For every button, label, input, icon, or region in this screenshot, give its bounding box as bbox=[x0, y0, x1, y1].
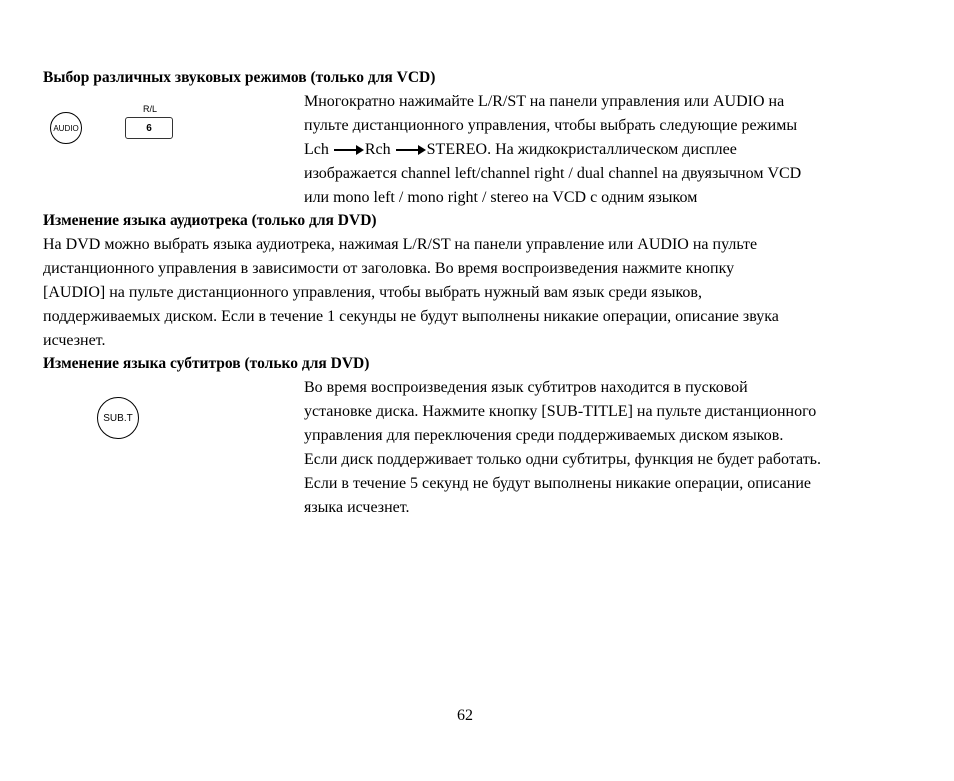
arrow-right-icon bbox=[334, 144, 364, 156]
audio-button-icon bbox=[50, 112, 82, 144]
mode-rch: Rch bbox=[364, 141, 391, 158]
audio-button-label: AUDIO bbox=[53, 123, 79, 133]
paragraph-line: управления для переключения среди поддерживаемых диском языков. bbox=[304, 427, 784, 444]
paragraph-line: На DVD можно выбрать языка аудиотрека, нажимая L/R/ST на панели управление или AUDIO на пульте bbox=[43, 236, 758, 253]
paragraph-line: Многократно нажимайте L/R/ST на панели управления или AUDIO на bbox=[304, 93, 785, 110]
audio-mode-paragraph bbox=[304, 90, 801, 210]
paragraph-line: пульте дистанционного управления, чтобы выбрать следующие режимы bbox=[304, 117, 798, 134]
rl-key-label: R/L bbox=[142, 104, 157, 114]
subtitle-button-icon bbox=[97, 397, 139, 439]
paragraph-line: Если в течение 5 секунд не будут выполнены никакие операции, описание bbox=[304, 475, 812, 492]
mode-stereo-text: STEREO. На жидкокристаллическом дисплее bbox=[426, 141, 737, 158]
paragraph-line: [AUDIO] на пульте дистанционного управления, чтобы выбрать нужный вам язык среди языков, bbox=[43, 284, 702, 301]
section-heading-audio-mode: Выбор различных звуковых режимов (только для VCD) bbox=[43, 69, 436, 86]
subtitles-paragraph bbox=[304, 376, 821, 520]
arrow-right-icon bbox=[396, 144, 426, 156]
paragraph-line: исчезнет. bbox=[43, 332, 106, 349]
section-heading-subtitles: Изменение языка субтитров (только для DVD) bbox=[43, 355, 370, 372]
paragraph-line: изображается channel left/channel right / dual channel на двуязычном VCD bbox=[304, 165, 802, 182]
rl-key-number: 6 bbox=[146, 122, 152, 134]
paragraph-line: Если диск поддерживает только одни субтитры, функция не будет работать. bbox=[304, 451, 821, 468]
paragraph-line: поддерживаемых диском. Если в течение 1 секунды не будут выполнены никакие операции, описание звука bbox=[43, 308, 779, 325]
mode-sequence-line bbox=[304, 138, 801, 162]
paragraph-line: или mono left / mono right / stereo на VCD с одним языком bbox=[304, 189, 698, 206]
paragraph-line: языка исчезнет. bbox=[304, 499, 410, 516]
page-number: 62 bbox=[457, 707, 473, 724]
mode-lch: Lch bbox=[304, 141, 329, 158]
rl-key-icon bbox=[125, 117, 173, 139]
subtitle-button-label: SUB.T bbox=[103, 412, 133, 424]
paragraph-line: Во время воспроизведения язык субтитров находится в пусковой bbox=[304, 379, 748, 396]
section-heading-audio-track: Изменение языка аудиотрека (только для DVD) bbox=[43, 212, 377, 229]
audio-track-paragraph bbox=[43, 233, 779, 353]
audio-remote-icons bbox=[50, 104, 180, 146]
paragraph-line: дистанционного управления в зависимости от заголовка. Во время воспроизведения нажмите кнопку bbox=[43, 260, 735, 277]
paragraph-line: установке диска. Нажмите кнопку [SUB-TITLE] на пульте дистанционного bbox=[304, 403, 817, 420]
